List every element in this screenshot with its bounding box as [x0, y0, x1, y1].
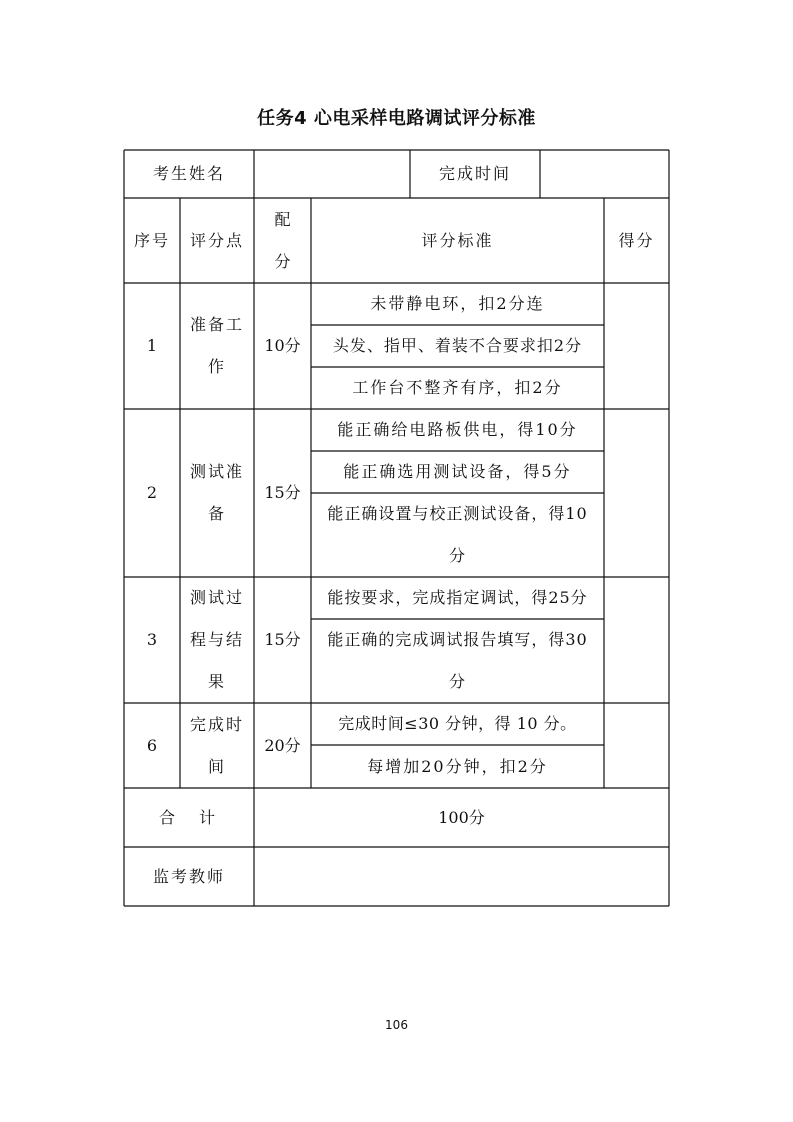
row-3-criteria-2	[311, 619, 604, 703]
row-1-index: 1	[146, 336, 158, 355]
column-header-index: 序号	[133, 230, 170, 250]
row-3-got[interactable]	[604, 577, 669, 703]
row-4-criteria-1: 完成时间≤30 分钟，得 10 分。	[338, 714, 577, 733]
row-2-point-line: 备	[207, 504, 226, 523]
column-header-score-line1: 配	[274, 209, 291, 229]
row-2-got[interactable]	[604, 409, 669, 577]
row-2-point	[180, 409, 254, 577]
row-3-point-line: 果	[207, 672, 226, 691]
row-1-criteria-2: 头发、指甲、着装不合要求扣2分	[332, 336, 583, 355]
row-2-score: 15分	[264, 483, 301, 502]
column-header-score	[254, 198, 311, 283]
page-title: 任务4 心电采样电路调试评分标准	[257, 108, 536, 129]
finish-time-value[interactable]	[540, 150, 669, 198]
examinee-name-label: 考生姓名	[152, 164, 225, 183]
row-2-point-line: 测试准	[189, 462, 244, 481]
supervisor-label: 监考教师	[152, 866, 225, 886]
row-3-point-line: 程与结	[189, 630, 244, 649]
row-3-score: 15分	[264, 630, 301, 649]
column-header-score-line2: 分	[274, 251, 291, 271]
row-1-score: 10分	[264, 336, 301, 355]
row-4-point-line: 完成时	[189, 714, 244, 734]
row-3-criteria-1: 能按要求，完成指定调试，得25分	[327, 588, 588, 607]
total-label: 合 计	[158, 807, 219, 827]
row-4-criteria-2: 每增加20分钟，扣2分	[367, 756, 548, 776]
row-4-got[interactable]	[604, 703, 669, 788]
column-header-got: 得分	[618, 230, 655, 250]
row-4-score: 20分	[264, 735, 301, 755]
row-1-point	[180, 283, 254, 409]
row-3-index: 3	[146, 630, 158, 649]
total-value: 100分	[438, 807, 485, 827]
row-2-criteria-3	[311, 493, 604, 577]
row-4-point	[180, 703, 254, 788]
row-4-point-line: 间	[207, 756, 226, 776]
row-2-criteria-2: 能正确选用测试设备，得5分	[343, 462, 572, 481]
row-3-point-line: 测试过	[189, 588, 244, 607]
page-number: 106	[385, 1018, 408, 1032]
examinee-name-value[interactable]	[254, 150, 410, 198]
row-1-criteria-1: 未带静电环，扣2分连	[370, 294, 545, 313]
supervisor-value[interactable]	[254, 847, 669, 906]
row-3-point	[180, 577, 254, 703]
row-1-got[interactable]	[604, 283, 669, 409]
row-2-criteria-1: 能正确给电路板供电，得10分	[337, 420, 578, 439]
row-2-criteria-3-line: 能正确设置与校正测试设备，得10	[327, 504, 588, 523]
row-1-point-line: 作	[207, 357, 226, 376]
row-1-point-line: 准备工	[189, 315, 244, 334]
row-2-criteria-3-line: 分	[448, 546, 466, 565]
row-1-criteria-3: 工作台不整齐有序，扣2分	[352, 378, 563, 397]
column-header-point: 评分点	[189, 230, 244, 250]
column-header-criteria: 评分标准	[421, 230, 494, 250]
row-3-criteria-2-line: 分	[448, 672, 466, 691]
row-3-criteria-2-line: 能正确的完成调试报告填写，得30	[327, 630, 588, 649]
row-2-index: 2	[146, 483, 158, 502]
row-4-index: 6	[146, 735, 158, 755]
finish-time-label: 完成时间	[438, 164, 511, 183]
